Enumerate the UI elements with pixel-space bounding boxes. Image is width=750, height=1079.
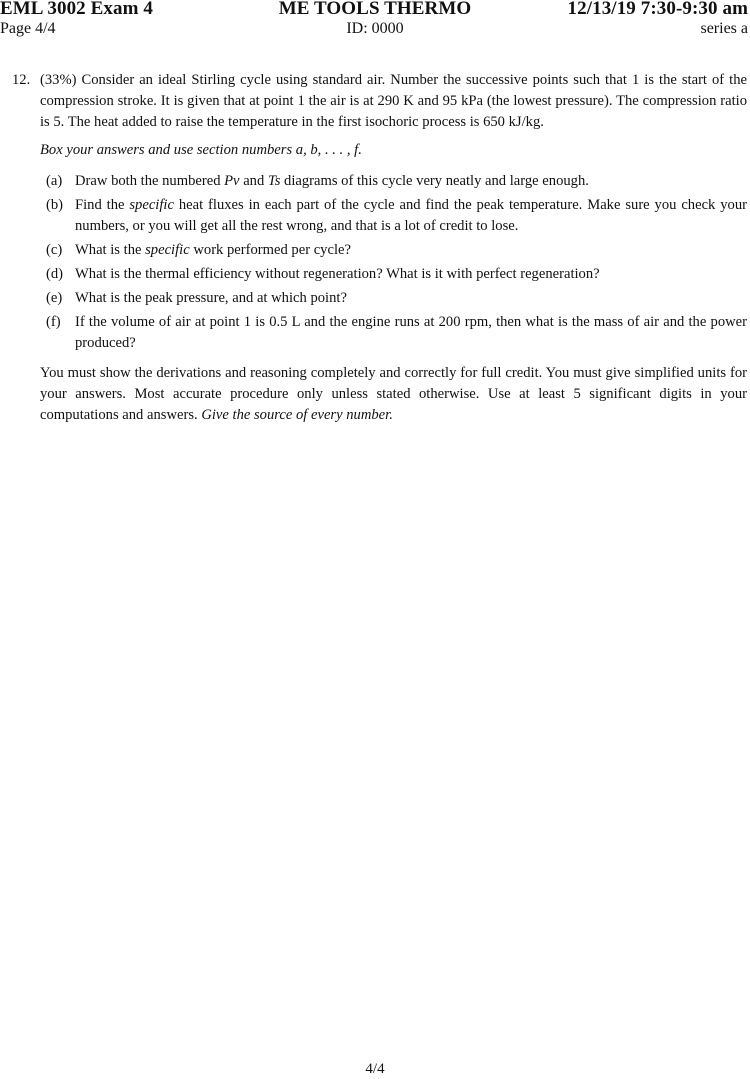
math-ts: Ts	[267, 173, 281, 189]
problem-intro: (33%) Consider an ideal Stirling cycle using standard air. Number the successive points such that 1 is the start of the compression stroke. It is given that at point 1 the air is at 290 K and 95 kPa (the lowest pressure). The compression ratio is 5. The heat added to raise the temperature in the first isochoric process is 650 kJ/kg.	[40, 72, 747, 130]
part-label: (e)	[46, 290, 63, 306]
page-indicator: Page 4/4	[0, 20, 56, 37]
problem-12	[0, 70, 750, 426]
header-row-2	[0, 18, 750, 40]
part-text: What is the	[75, 242, 146, 258]
part-e	[40, 288, 747, 309]
part-label: (b)	[46, 197, 64, 213]
part-text: Draw both the numbered	[75, 173, 225, 189]
part-text: What is the thermal efficiency without regeneration? What is it with perfect regeneration?	[75, 266, 600, 282]
part-text: If the volume of air at point 1 is 0.5 L and the engine runs at 200 rpm, then what is the mass of air and the power produced?	[75, 314, 747, 351]
course-title: EML 3002 Exam 4	[0, 0, 153, 19]
emphasis: specific	[145, 242, 190, 258]
part-label: (f)	[46, 314, 61, 330]
part-label: (c)	[46, 242, 63, 258]
problem-number: 12.	[12, 72, 31, 88]
part-c	[40, 240, 747, 261]
closing-text: You must show the derivations and reasoning completely and correctly for full credit. You must give simplified units for your answers. Most accurate procedure only unless stated otherwise. Use at least 5 significant digits in your computations and answers.	[40, 365, 747, 423]
part-text: heat fluxes in each part of the cycle and find the peak temperature. Make sure you check your numbers, or you will get all the rest wrong, and that is a lot of credit to lose.	[75, 197, 747, 234]
header-row-1	[0, 0, 750, 20]
part-text: Find the	[75, 197, 130, 213]
part-text: and	[239, 173, 268, 189]
exam-title: ME TOOLS THERMO	[278, 0, 472, 19]
part-text: diagrams of this cycle very neatly and large enough.	[280, 173, 589, 189]
part-label: (d)	[46, 266, 64, 282]
problem-instruction: Box your answers and use section numbers a, b, . . . , f.	[40, 142, 362, 158]
part-b	[40, 195, 747, 237]
math-pv: Pv	[224, 173, 240, 189]
part-d	[40, 264, 747, 285]
closing-instructions	[40, 363, 747, 426]
problem-body	[40, 70, 747, 426]
part-label: (a)	[46, 173, 63, 189]
exam-series: series a	[700, 20, 748, 37]
problem-parts	[40, 171, 747, 354]
part-a	[40, 171, 747, 192]
exam-date: 12/13/19 7:30-9:30 am	[567, 0, 748, 19]
page-footer-number: 4/4	[365, 1061, 385, 1077]
part-f	[40, 312, 747, 354]
closing-emphasis: Give the source of every number.	[201, 407, 393, 423]
emphasis: specific	[129, 197, 174, 213]
student-id: ID: 0000	[346, 20, 404, 37]
part-text: work performed per cycle?	[189, 242, 351, 258]
part-text: What is the peak pressure, and at which point?	[75, 290, 347, 306]
